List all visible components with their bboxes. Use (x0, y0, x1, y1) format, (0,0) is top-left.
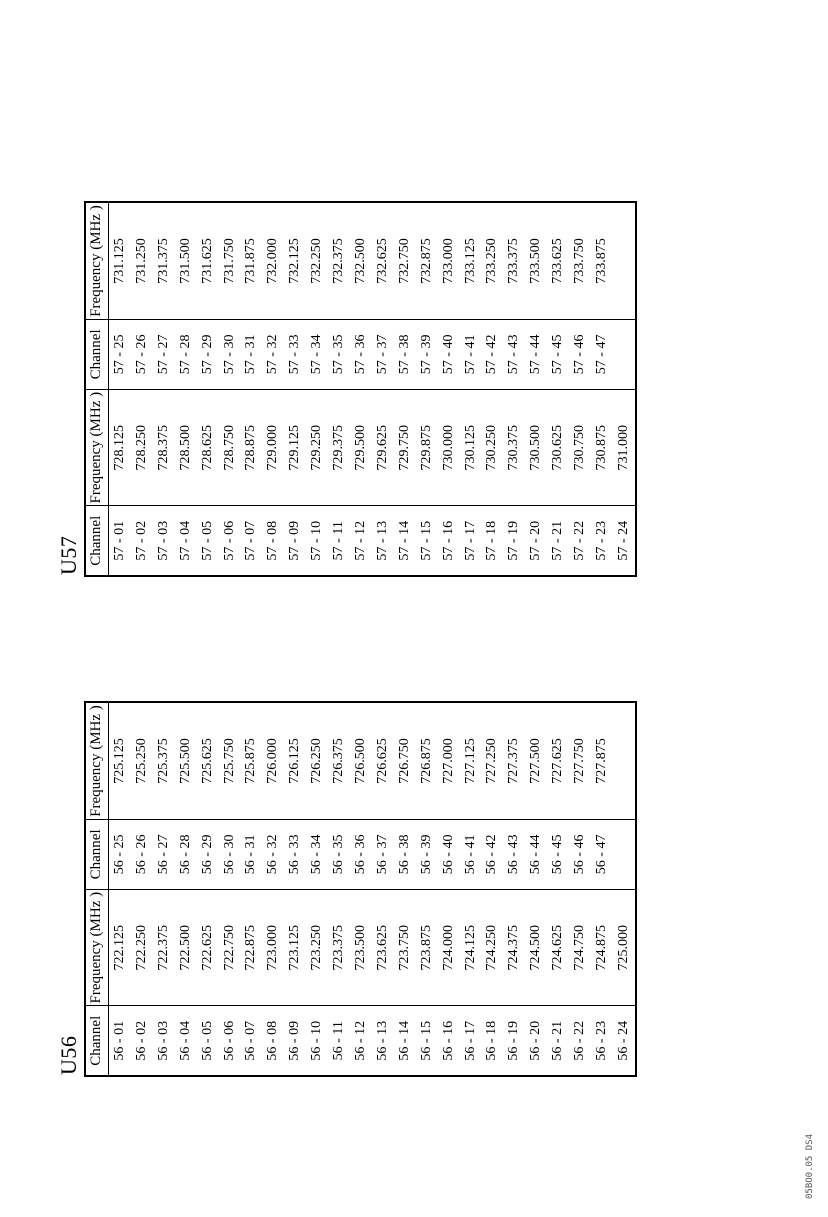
frequency-cell: 733.000 (438, 202, 460, 319)
table-row (416, 202, 438, 576)
frequency-cell: 733.875 (591, 202, 613, 319)
table-row (394, 202, 416, 576)
channel-cell: 56 - 40 (438, 819, 460, 889)
table-row (109, 702, 131, 1076)
channel-cell: 56 - 45 (547, 819, 569, 889)
channel-cell: 57 - 14 (396, 520, 412, 561)
channel-cell: 56 - 44 (525, 819, 547, 889)
frequency-cell: 729.375 (328, 389, 350, 506)
channel-cell: 57 - 10 (309, 520, 325, 561)
channel-cell: 56 - 20 (528, 1020, 544, 1061)
channel-cell: 57 - 18 (484, 520, 500, 561)
table-row (284, 702, 306, 1076)
table-row (350, 702, 372, 1076)
channel-cell: 57 - 33 (284, 319, 306, 389)
table-row (525, 702, 547, 1076)
channel-cell: 57 - 40 (438, 319, 460, 389)
channel-cell: 56 - 15 (418, 1020, 434, 1061)
table-row (591, 202, 613, 576)
frequency-cell: 728.625 (197, 389, 219, 506)
frequency-cell: 732.625 (372, 202, 394, 319)
frequency-cell: 726.250 (306, 702, 328, 819)
channel-cell: 56 - 30 (219, 819, 241, 889)
frequency-table (84, 201, 637, 577)
table-row (306, 702, 328, 1076)
frequency-cell: 724.875 (591, 889, 613, 1006)
channel-cell: 56 - 33 (284, 819, 306, 889)
channel-cell: 57 - 36 (350, 319, 372, 389)
channel-cell: 56 - 36 (350, 819, 372, 889)
frequency-cell: 729.625 (372, 389, 394, 506)
channel-cell: 57 - 04 (177, 520, 193, 561)
channel-cell: 56 - 05 (199, 1020, 215, 1061)
table-row (481, 202, 503, 576)
frequency-cell: 726.000 (262, 702, 284, 819)
channel-cell: 56 - 29 (197, 819, 219, 889)
column-header: Frequency (MHz ) (85, 889, 109, 1006)
table-row (481, 702, 503, 1076)
frequency-cell: 732.250 (306, 202, 328, 319)
channel-cell: 57 - 44 (525, 319, 547, 389)
frequency-cell: 726.875 (416, 702, 438, 819)
channel-cell: 57 - 34 (306, 319, 328, 389)
frequency-cell: 726.500 (350, 702, 372, 819)
frequency-cell: 730.000 (438, 389, 460, 506)
frequency-cell: 729.875 (416, 389, 438, 506)
channel-cell: 57 - 02 (133, 520, 149, 561)
frequency-cell: 727.500 (525, 702, 547, 819)
channel-cell: 56 - 10 (309, 1020, 325, 1061)
frequency-cell: 723.375 (328, 889, 350, 1006)
header-row (85, 202, 109, 576)
frequency-cell: 723.000 (262, 889, 284, 1006)
channel-cell: 56 - 16 (440, 1020, 456, 1061)
table-title: U57 (56, 535, 81, 575)
table-row (262, 702, 284, 1076)
frequency-cell: 723.500 (350, 889, 372, 1006)
frequency-cell: 724.500 (525, 889, 547, 1006)
channel-cell: 57 - 22 (572, 520, 588, 561)
table-row (569, 702, 591, 1076)
table-row (240, 702, 262, 1076)
frequency-cell: 728.875 (240, 389, 262, 506)
frequency-cell: 731.750 (219, 202, 241, 319)
frequency-cell: 732.750 (394, 202, 416, 319)
frequency-table (84, 701, 637, 1077)
frequency-cell: 730.875 (591, 389, 613, 506)
channel-cell: 57 - 29 (197, 319, 219, 389)
frequency-cell: 725.500 (175, 702, 197, 819)
channel-cell: 56 - 31 (240, 819, 262, 889)
frequency-cell: 723.250 (306, 889, 328, 1006)
channel-cell: 57 - 41 (460, 319, 482, 389)
table-row (613, 702, 636, 1076)
channel-cell: 57 - 15 (418, 520, 434, 561)
channel-cell: 56 - 32 (262, 819, 284, 889)
table-row (131, 202, 153, 576)
table-row (503, 202, 525, 576)
channel-cell: 57 - 37 (372, 319, 394, 389)
channel-cell: 56 - 34 (306, 819, 328, 889)
channel-cell: 56 - 07 (243, 1020, 259, 1061)
table-row (613, 202, 636, 576)
channel-cell: 56 - 46 (569, 819, 591, 889)
frequency-cell: 725.375 (153, 702, 175, 819)
table-row (460, 202, 482, 576)
table-row (569, 202, 591, 576)
channel-cell: 57 - 35 (328, 319, 350, 389)
frequency-cell: 725.125 (109, 702, 131, 819)
frequency-cell (613, 202, 636, 319)
channel-cell: 57 - 30 (219, 319, 241, 389)
channel-cell: 57 - 23 (593, 520, 609, 561)
channel-cell: 57 - 09 (287, 520, 303, 561)
table-row (438, 702, 460, 1076)
table-row (131, 702, 153, 1076)
channel-cell: 57 - 45 (547, 319, 569, 389)
frequency-cell: 729.125 (284, 389, 306, 506)
channel-cell: 57 - 07 (243, 520, 259, 561)
channel-cell: 56 - 42 (481, 819, 503, 889)
table-row (306, 202, 328, 576)
frequency-cell: 729.000 (262, 389, 284, 506)
frequency-cell: 733.125 (460, 202, 482, 319)
frequency-cell: 729.750 (394, 389, 416, 506)
channel-cell: 57 - 28 (175, 319, 197, 389)
frequency-cell: 733.375 (503, 202, 525, 319)
channel-cell: 57 - 16 (440, 520, 456, 561)
frequency-cell: 722.750 (219, 889, 241, 1006)
frequency-cell: 726.125 (284, 702, 306, 819)
channel-cell: 57 - 31 (240, 319, 262, 389)
channel-cell: 57 - 05 (199, 520, 215, 561)
frequency-cell: 722.500 (175, 889, 197, 1006)
table-row (284, 202, 306, 576)
frequency-cell: 725.875 (240, 702, 262, 819)
channel-cell: 56 - 09 (287, 1020, 303, 1061)
frequency-cell: 727.250 (481, 702, 503, 819)
column-header: Frequency (MHz ) (85, 202, 109, 319)
frequency-cell: 722.875 (240, 889, 262, 1006)
frequency-cell: 730.250 (481, 389, 503, 506)
frequency-cell: 724.750 (569, 889, 591, 1006)
footer-code: 05BO0.05 DS4 (805, 1133, 815, 1199)
channel-cell: 57 - 01 (112, 520, 127, 561)
frequency-cell: 729.250 (306, 389, 328, 506)
frequency-cell: 723.125 (284, 889, 306, 1006)
channel-cell: 57 - 26 (131, 319, 153, 389)
frequency-cell: 731.500 (175, 202, 197, 319)
channel-cell: 57 - 46 (569, 319, 591, 389)
channel-cell: 56 - 13 (374, 1020, 390, 1061)
table-block-u56 (58, 701, 637, 1077)
channel-cell: 57 - 47 (591, 319, 613, 389)
frequency-cell: 731.125 (109, 202, 131, 319)
channel-cell: 56 - 21 (550, 1020, 566, 1061)
frequency-cell: 723.750 (394, 889, 416, 1006)
frequency-cell: 726.750 (394, 702, 416, 819)
column-header: Frequency (MHz ) (85, 702, 109, 819)
frequency-cell: 726.375 (328, 702, 350, 819)
frequency-cell: 733.625 (547, 202, 569, 319)
frequency-cell: 727.375 (503, 702, 525, 819)
frequency-cell: 730.625 (547, 389, 569, 506)
channel-cell: 57 - 39 (416, 319, 438, 389)
channel-cell: 56 - 19 (506, 1020, 522, 1061)
channel-cell: 57 - 38 (394, 319, 416, 389)
channel-cell: 57 - 32 (262, 319, 284, 389)
frequency-cell: 731.250 (131, 202, 153, 319)
channel-cell: 56 - 24 (615, 1020, 631, 1061)
channel-cell: 57 - 42 (481, 319, 503, 389)
frequency-cell: 725.000 (613, 889, 636, 1006)
channel-cell: 57 - 20 (528, 520, 544, 561)
table-block-u57 (58, 201, 637, 577)
channel-cell: 56 - 23 (593, 1020, 609, 1061)
frequency-cell: 724.000 (438, 889, 460, 1006)
channel-cell: 57 - 21 (550, 520, 566, 561)
table-title: U56 (56, 1035, 81, 1075)
table-row (547, 702, 569, 1076)
frequency-cell: 732.500 (350, 202, 372, 319)
table-row (438, 202, 460, 576)
column-header: Frequency (MHz ) (85, 389, 109, 506)
table-row (109, 202, 131, 576)
channel-cell: 56 - 27 (153, 819, 175, 889)
channel-cell: 57 - 24 (615, 520, 631, 561)
frequency-cell: 728.750 (219, 389, 241, 506)
channel-cell (613, 319, 636, 389)
frequency-cell: 731.375 (153, 202, 175, 319)
frequency-cell: 727.125 (460, 702, 482, 819)
frequency-cell: 731.625 (197, 202, 219, 319)
frequency-cell: 730.750 (569, 389, 591, 506)
frequency-cell: 722.375 (153, 889, 175, 1006)
table-row (175, 202, 197, 576)
table-row (328, 702, 350, 1076)
frequency-cell: 727.625 (547, 702, 569, 819)
channel-cell: 56 - 11 (331, 1021, 347, 1061)
frequency-cell: 723.875 (416, 889, 438, 1006)
frequency-cell: 725.625 (197, 702, 219, 819)
table-row (240, 202, 262, 576)
frequency-cell: 728.500 (175, 389, 197, 506)
frequency-cell: 724.625 (547, 889, 569, 1006)
frequency-cell: 728.250 (131, 389, 153, 506)
frequency-cell: 732.125 (284, 202, 306, 319)
table-row (525, 202, 547, 576)
channel-cell: 56 - 41 (460, 819, 482, 889)
frequency-cell: 724.375 (503, 889, 525, 1006)
frequency-cell: 725.750 (219, 702, 241, 819)
table-row (328, 202, 350, 576)
channel-cell: 56 - 12 (352, 1020, 368, 1061)
frequency-cell: 733.500 (525, 202, 547, 319)
channel-cell: 57 - 12 (352, 520, 368, 561)
channel-cell: 56 - 03 (155, 1020, 171, 1061)
channel-cell: 56 - 39 (416, 819, 438, 889)
channel-cell: 56 - 47 (591, 819, 613, 889)
frequency-cell: 730.125 (460, 389, 482, 506)
channel-cell: 57 - 25 (109, 319, 131, 389)
table-row (175, 702, 197, 1076)
table-row (503, 702, 525, 1076)
channel-cell: 56 - 04 (177, 1020, 193, 1061)
frequency-cell (613, 702, 636, 819)
channel-cell: 57 - 06 (221, 520, 237, 561)
channel-cell: 56 - 38 (394, 819, 416, 889)
frequency-cell: 727.875 (591, 702, 613, 819)
channel-cell: 56 - 02 (133, 1020, 149, 1061)
frequency-cell: 722.625 (197, 889, 219, 1006)
channel-cell: 56 - 37 (372, 819, 394, 889)
table-row (219, 202, 241, 576)
frequency-cell: 728.375 (153, 389, 175, 506)
frequency-cell: 732.875 (416, 202, 438, 319)
frequency-cell: 733.750 (569, 202, 591, 319)
channel-cell: 57 - 08 (265, 520, 281, 561)
header-row (85, 702, 109, 1076)
frequency-cell: 729.500 (350, 389, 372, 506)
frequency-cell: 733.250 (481, 202, 503, 319)
table-row (372, 702, 394, 1076)
table-row (350, 202, 372, 576)
channel-cell: 57 - 03 (155, 520, 171, 561)
channel-cell: 57 - 13 (374, 520, 390, 561)
frequency-cell: 727.000 (438, 702, 460, 819)
channel-cell: 56 - 25 (109, 819, 131, 889)
channel-cell: 56 - 17 (462, 1020, 478, 1061)
channel-cell: 56 - 01 (112, 1020, 127, 1061)
frequency-cell: 722.125 (109, 889, 131, 1006)
frequency-cell: 731.000 (613, 389, 636, 506)
frequency-cell: 725.250 (131, 702, 153, 819)
table-row (153, 702, 175, 1076)
frequency-cell: 727.750 (569, 702, 591, 819)
frequency-cell: 732.375 (328, 202, 350, 319)
frequency-cell: 724.250 (481, 889, 503, 1006)
channel-cell: 56 - 28 (175, 819, 197, 889)
channel-cell: 56 - 26 (131, 819, 153, 889)
table-row (591, 702, 613, 1076)
table-row (547, 202, 569, 576)
column-header: Channel (85, 819, 109, 889)
channel-cell: 57 - 17 (462, 520, 478, 561)
channel-cell: 56 - 43 (503, 819, 525, 889)
frequency-cell: 728.125 (109, 389, 131, 506)
channel-cell: 57 - 27 (153, 319, 175, 389)
table-row (460, 702, 482, 1076)
channel-cell: 56 - 18 (484, 1020, 500, 1061)
frequency-cell: 726.625 (372, 702, 394, 819)
frequency-cell: 730.375 (503, 389, 525, 506)
frequency-cell: 723.625 (372, 889, 394, 1006)
column-header: Channel (85, 319, 109, 389)
channel-cell: 57 - 19 (506, 520, 522, 561)
channel-cell: 57 - 11 (331, 521, 347, 561)
table-row (197, 702, 219, 1076)
frequency-cell: 731.875 (240, 202, 262, 319)
table-row (262, 202, 284, 576)
column-header: Channel (85, 1006, 109, 1076)
channel-cell: 56 - 35 (328, 819, 350, 889)
table-row (197, 202, 219, 576)
frequency-cell: 724.125 (460, 889, 482, 1006)
column-header: Channel (85, 506, 109, 576)
frequency-cell: 730.500 (525, 389, 547, 506)
channel-cell (613, 819, 636, 889)
table-row (219, 702, 241, 1076)
frequency-cell: 732.000 (262, 202, 284, 319)
channel-cell: 56 - 22 (572, 1020, 588, 1061)
table-row (416, 702, 438, 1076)
table-row (394, 702, 416, 1076)
channel-cell: 56 - 14 (396, 1020, 412, 1061)
frequency-cell: 722.250 (131, 889, 153, 1006)
table-row (372, 202, 394, 576)
table-row (153, 202, 175, 576)
channel-cell: 57 - 43 (503, 319, 525, 389)
channel-cell: 56 - 08 (265, 1020, 281, 1061)
channel-cell: 56 - 06 (221, 1020, 237, 1061)
